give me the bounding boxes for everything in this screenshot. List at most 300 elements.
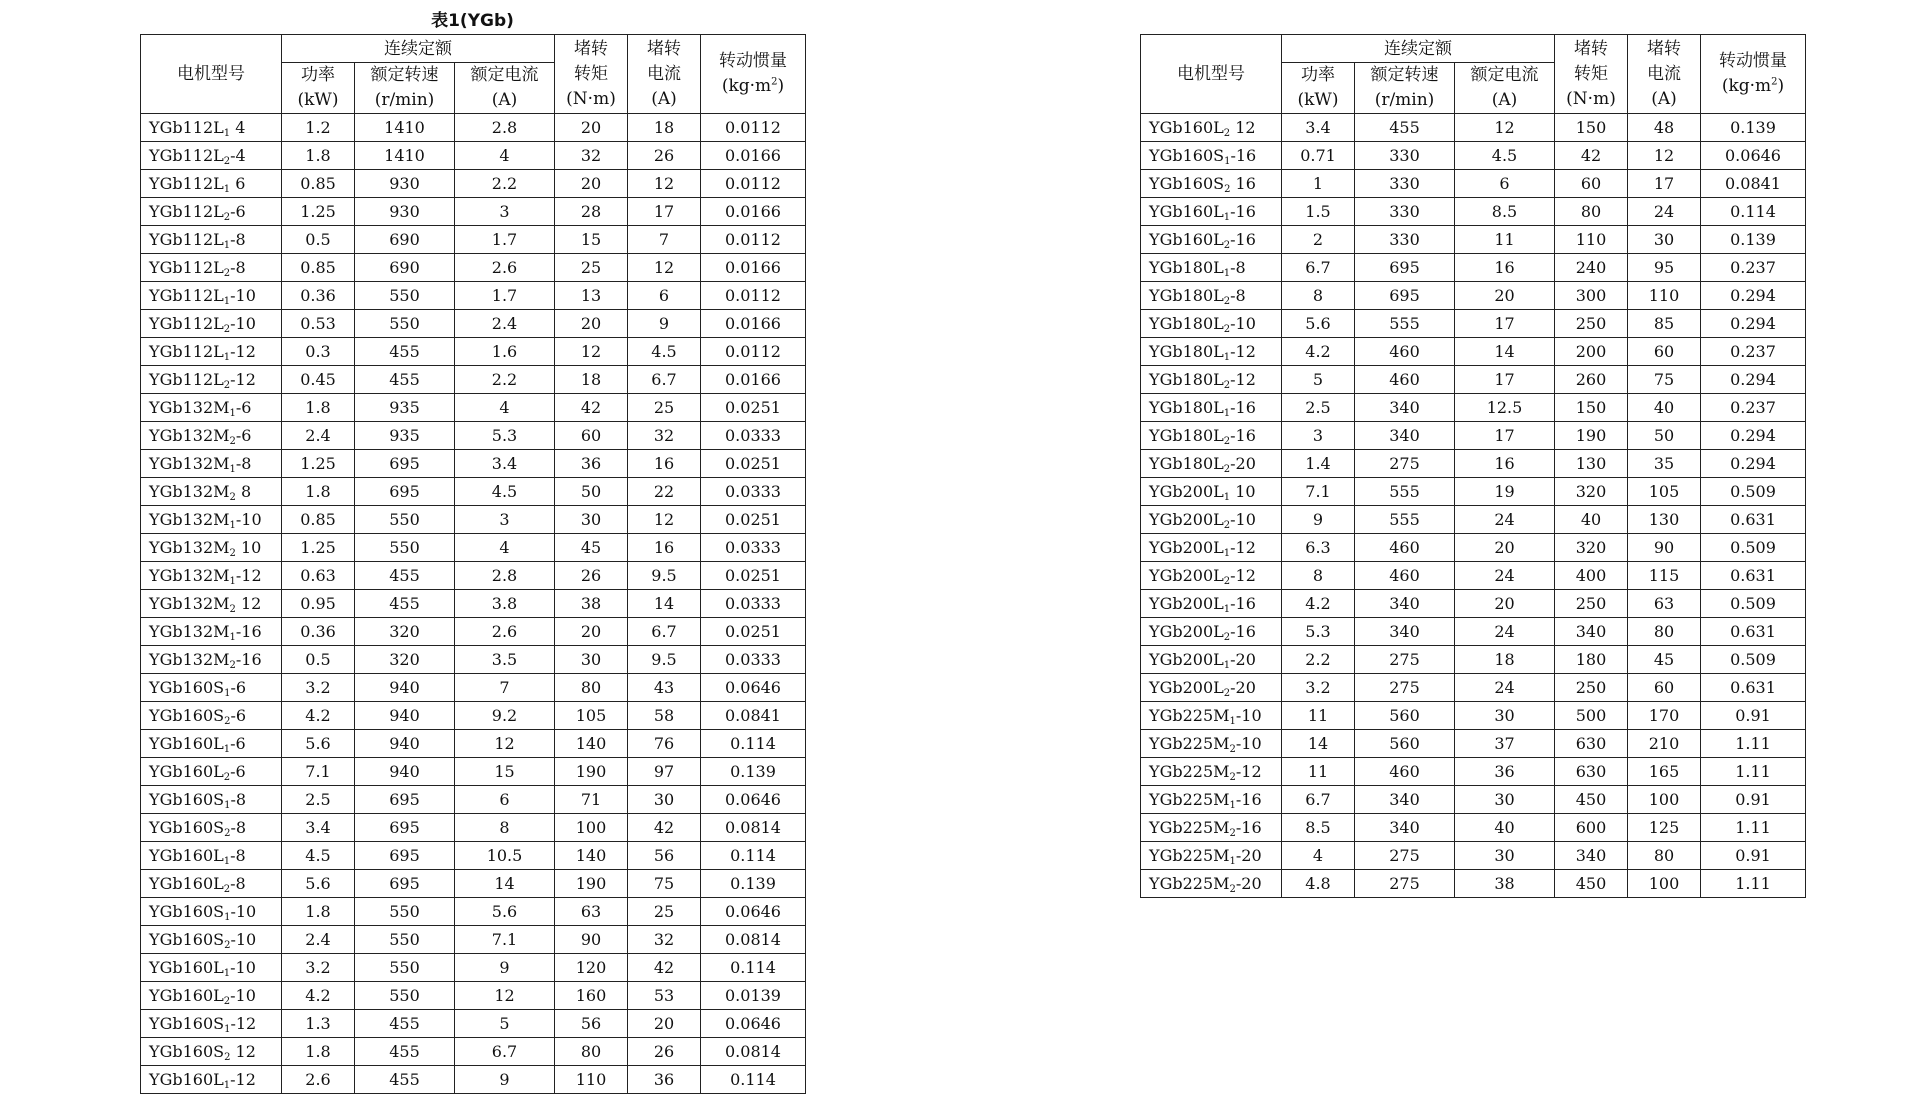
cell-stall-torque: 450: [1555, 870, 1628, 898]
table-row: [141, 1066, 806, 1094]
cell-speed: 275: [1355, 842, 1455, 870]
cell-stall-current: 75: [1628, 366, 1701, 394]
cell-inertia: 0.114: [701, 1066, 806, 1094]
cell-speed: 555: [1355, 478, 1455, 506]
cell-stall-current: 60: [1628, 338, 1701, 366]
cell-current: 20: [1455, 534, 1555, 562]
header-power-label: 功率: [1301, 65, 1335, 85]
cell-stall-torque: 36: [555, 450, 628, 478]
cell-stall-torque: 105: [555, 702, 628, 730]
cell-stall-torque: 450: [1555, 786, 1628, 814]
cell-stall-current: 45: [1628, 646, 1701, 674]
cell-inertia: 0.0333: [701, 534, 806, 562]
cell-current: 3.8: [455, 590, 555, 618]
cell-stall-torque: 56: [555, 1010, 628, 1038]
cell-power: 1.3: [282, 1010, 355, 1038]
table-row: [141, 702, 806, 730]
cell-stall-current: 22: [628, 478, 701, 506]
cell-stall-torque: 30: [555, 646, 628, 674]
header-current-label: 额定电流: [1470, 65, 1539, 85]
cell-model: $YGb200L_1$ 10: [1141, 478, 1282, 506]
cell-model: $YGb160S_1-16$: [1141, 142, 1282, 170]
cell-stall-torque: 26: [555, 562, 628, 590]
cell-inertia: 0.294: [1701, 366, 1806, 394]
table-row: [141, 170, 806, 198]
cell-power: 4.2: [282, 702, 355, 730]
cell-speed: 930: [355, 170, 455, 198]
cell-stall-torque: 630: [1555, 758, 1628, 786]
table-row: [141, 758, 806, 786]
cell-power: 3.4: [282, 814, 355, 842]
table-row: [141, 450, 806, 478]
cell-stall-current: 7: [628, 226, 701, 254]
cell-stall-torque: 20: [555, 618, 628, 646]
cell-stall-torque: 50: [555, 478, 628, 506]
cell-stall-torque: 20: [555, 114, 628, 142]
cell-model: $YGb112L_2-8$: [141, 254, 282, 282]
cell-speed: 695: [355, 814, 455, 842]
cell-stall-current: 50: [1628, 422, 1701, 450]
cell-model: $YGb160L_2-6$: [141, 758, 282, 786]
cell-speed: 940: [355, 730, 455, 758]
header-current-unit: (A): [1491, 90, 1518, 110]
cell-stall-torque: 38: [555, 590, 628, 618]
table-row: [141, 954, 806, 982]
cell-inertia: 0.91: [1701, 842, 1806, 870]
cell-speed: 690: [355, 254, 455, 282]
cell-current: 12: [455, 730, 555, 758]
cell-inertia: 0.0112: [701, 282, 806, 310]
cell-model: $YGb160S_2$ 12: [141, 1038, 282, 1066]
cell-power: 1.8: [282, 478, 355, 506]
cell-speed: 935: [355, 394, 455, 422]
cell-current: 2.6: [455, 254, 555, 282]
cell-power: 9: [1282, 506, 1355, 534]
cell-power: 6.3: [1282, 534, 1355, 562]
cell-power: 2.6: [282, 1066, 355, 1094]
cell-stall-current: 80: [1628, 842, 1701, 870]
cell-model: $YGb200L_1-16$: [1141, 590, 1282, 618]
cell-power: 8: [1282, 282, 1355, 310]
cell-power: 1.5: [1282, 198, 1355, 226]
cell-stall-torque: 340: [1555, 842, 1628, 870]
table-row: [1141, 254, 1806, 282]
cell-current: 30: [1455, 842, 1555, 870]
cell-stall-torque: 260: [1555, 366, 1628, 394]
cell-model: $YGb132M_2-6$: [141, 422, 282, 450]
table-title: 表1(YGb): [431, 11, 514, 31]
cell-inertia: 0.509: [1701, 534, 1806, 562]
cell-current: 36: [1455, 758, 1555, 786]
cell-stall-current: 130: [1628, 506, 1701, 534]
cell-stall-torque: 600: [1555, 814, 1628, 842]
cell-speed: 550: [355, 310, 455, 338]
cell-stall-current: 56: [628, 842, 701, 870]
cell-power: 3.4: [1282, 114, 1355, 142]
cell-model: $YGb160L_1-8$: [141, 842, 282, 870]
header-stall-torque-line1: 堵转: [574, 38, 608, 59]
cell-power: 4.2: [282, 982, 355, 1010]
cell-speed: 550: [355, 534, 455, 562]
cell-stall-current: 115: [1628, 562, 1701, 590]
header-rated-group: 连续定额: [282, 35, 555, 63]
cell-model: $YGb112L_1-8$: [141, 226, 282, 254]
cell-power: 2.5: [282, 786, 355, 814]
cell-speed: 550: [355, 506, 455, 534]
table-row: [1141, 450, 1806, 478]
cell-inertia: 0.0166: [701, 310, 806, 338]
cell-speed: 460: [1355, 562, 1455, 590]
cell-speed: 330: [1355, 198, 1455, 226]
cell-current: 15: [455, 758, 555, 786]
header-stall-torque-line1: 堵转: [1574, 38, 1608, 59]
cell-stall-torque: 120: [555, 954, 628, 982]
table-row: [141, 114, 806, 142]
cell-model: $YGb132M_1-12$: [141, 562, 282, 590]
cell-speed: 455: [355, 562, 455, 590]
header-stall-current-line1: 堵转: [1647, 38, 1681, 59]
cell-current: 19: [1455, 478, 1555, 506]
cell-stall-torque: 25: [555, 254, 628, 282]
cell-stall-current: 105: [1628, 478, 1701, 506]
cell-current: 30: [1455, 702, 1555, 730]
cell-current: 17: [1455, 310, 1555, 338]
cell-inertia: 0.294: [1701, 282, 1806, 310]
cell-current: 14: [455, 870, 555, 898]
cell-inertia: 0.0166: [701, 198, 806, 226]
header-inertia-label: 转动惯量: [719, 51, 787, 71]
cell-current: 37: [1455, 730, 1555, 758]
cell-speed: 695: [1355, 282, 1455, 310]
cell-inertia: 0.0333: [701, 478, 806, 506]
cell-speed: 330: [1355, 170, 1455, 198]
table-row: [141, 226, 806, 254]
table-row: [1141, 310, 1806, 338]
cell-model: $YGb160L_1-6$: [141, 730, 282, 758]
cell-stall-torque: 30: [555, 506, 628, 534]
cell-power: 4: [1282, 842, 1355, 870]
cell-model: $YGb160S_1-8$: [141, 786, 282, 814]
cell-inertia: 0.0112: [701, 114, 806, 142]
cell-inertia: 0.0166: [701, 366, 806, 394]
header-stall-torque-line2: 转矩: [574, 63, 608, 84]
cell-stall-current: 36: [628, 1066, 701, 1094]
cell-stall-torque: 18: [555, 366, 628, 394]
cell-model: $YGb160S_2-8$: [141, 814, 282, 842]
cell-stall-current: 100: [1628, 870, 1701, 898]
cell-power: 1.8: [282, 394, 355, 422]
cell-stall-torque: 180: [1555, 646, 1628, 674]
table-row: [1141, 198, 1806, 226]
cell-speed: 340: [1355, 590, 1455, 618]
table-row: [1141, 786, 1806, 814]
cell-inertia: 0.509: [1701, 646, 1806, 674]
cell-inertia: 0.0814: [701, 926, 806, 954]
table-row: [141, 506, 806, 534]
table-row: [1141, 142, 1806, 170]
cell-current: 6: [1455, 170, 1555, 198]
cell-power: 7.1: [1282, 478, 1355, 506]
cell-stall-torque: 200: [1555, 338, 1628, 366]
cell-current: 9.2: [455, 702, 555, 730]
cell-current: 6: [455, 786, 555, 814]
cell-model: $YGb180L_1-12$: [1141, 338, 1282, 366]
cell-power: 0.5: [282, 646, 355, 674]
cell-stall-current: 42: [628, 814, 701, 842]
cell-inertia: 0.139: [701, 870, 806, 898]
cell-stall-torque: 15: [555, 226, 628, 254]
cell-inertia: 0.0841: [1701, 170, 1806, 198]
table-row: [1141, 590, 1806, 618]
cell-stall-current: 12: [628, 506, 701, 534]
cell-model: $YGb200L_2-16$: [1141, 618, 1282, 646]
cell-power: 1.8: [282, 1038, 355, 1066]
cell-stall-torque: 80: [555, 674, 628, 702]
header-inertia: [701, 35, 806, 114]
table-row: [1141, 422, 1806, 450]
cell-current: 2.8: [455, 114, 555, 142]
header-stall-torque-unit: (N·m): [566, 88, 616, 109]
table-row: [1141, 114, 1806, 142]
cell-stall-current: 85: [1628, 310, 1701, 338]
cell-stall-torque: 60: [555, 422, 628, 450]
cell-speed: 940: [355, 674, 455, 702]
cell-power: 0.36: [282, 282, 355, 310]
cell-power: 0.36: [282, 618, 355, 646]
cell-power: 3.2: [1282, 674, 1355, 702]
cell-power: 0.45: [282, 366, 355, 394]
table-row: [141, 590, 806, 618]
cell-model: $YGb160L_1-10$: [141, 954, 282, 982]
cell-speed: 460: [1355, 338, 1455, 366]
cell-inertia: 0.139: [1701, 226, 1806, 254]
cell-inertia: 0.114: [701, 730, 806, 758]
table-row: [141, 898, 806, 926]
cell-speed: 555: [1355, 310, 1455, 338]
cell-speed: 460: [1355, 758, 1455, 786]
header-stall-current-unit: (A): [1651, 88, 1677, 109]
cell-power: 1: [1282, 170, 1355, 198]
cell-model: $YGb132M_2$ 10: [141, 534, 282, 562]
cell-power: 1.8: [282, 142, 355, 170]
table-body: [1141, 114, 1806, 898]
cell-current: 2.6: [455, 618, 555, 646]
cell-power: 2: [1282, 226, 1355, 254]
cell-power: 11: [1282, 758, 1355, 786]
cell-inertia: 0.237: [1701, 394, 1806, 422]
cell-current: 4: [455, 534, 555, 562]
cell-model: $YGb160S_1-10$: [141, 898, 282, 926]
cell-stall-current: 12: [628, 254, 701, 282]
cell-current: 8: [455, 814, 555, 842]
cell-model: $YGb132M_2$ 8: [141, 478, 282, 506]
header-stall-torque-line2: 转矩: [1574, 63, 1608, 84]
header-stall-torque: [1555, 35, 1628, 114]
cell-inertia: 0.0646: [701, 1010, 806, 1038]
cell-speed: 320: [355, 618, 455, 646]
cell-stall-current: 30: [1628, 226, 1701, 254]
cell-model: $YGb200L_1-20$: [1141, 646, 1282, 674]
cell-current: 30: [1455, 786, 1555, 814]
cell-inertia: 1.11: [1701, 730, 1806, 758]
cell-speed: 330: [1355, 142, 1455, 170]
cell-power: 3.2: [282, 674, 355, 702]
cell-stall-torque: 80: [1555, 198, 1628, 226]
cell-speed: 455: [355, 366, 455, 394]
table-row: [141, 198, 806, 226]
header-speed-label: 额定转速: [1370, 65, 1439, 85]
cell-stall-current: 58: [628, 702, 701, 730]
table-row: [141, 730, 806, 758]
cell-stall-current: 48: [1628, 114, 1701, 142]
cell-stall-current: 6.7: [628, 618, 701, 646]
cell-model: $YGb200L_2-20$: [1141, 674, 1282, 702]
cell-current: 9: [455, 954, 555, 982]
cell-speed: 940: [355, 758, 455, 786]
cell-model: $YGb180L_1-16$: [1141, 394, 1282, 422]
header-stall-current: [1628, 35, 1701, 114]
cell-stall-current: 6.7: [628, 366, 701, 394]
cell-current: 2.2: [455, 366, 555, 394]
cell-model: $YGb160S_2-6$: [141, 702, 282, 730]
table-row: [141, 142, 806, 170]
cell-speed: 695: [1355, 254, 1455, 282]
cell-inertia: 0.0333: [701, 422, 806, 450]
table-row: [141, 394, 806, 422]
cell-inertia: 0.0251: [701, 394, 806, 422]
cell-model: $YGb160S_1-6$: [141, 674, 282, 702]
cell-stall-torque: 250: [1555, 674, 1628, 702]
cell-stall-torque: 45: [555, 534, 628, 562]
cell-stall-current: 97: [628, 758, 701, 786]
cell-stall-torque: 13: [555, 282, 628, 310]
cell-stall-current: 25: [628, 394, 701, 422]
cell-inertia: 0.0166: [701, 142, 806, 170]
cell-stall-current: 90: [1628, 534, 1701, 562]
cell-stall-torque: 320: [1555, 478, 1628, 506]
cell-speed: 455: [355, 1066, 455, 1094]
table-row: [1141, 478, 1806, 506]
cell-speed: 275: [1355, 674, 1455, 702]
cell-inertia: 0.631: [1701, 618, 1806, 646]
table-row: [141, 870, 806, 898]
table-header: [1141, 35, 1806, 114]
cell-power: 5: [1282, 366, 1355, 394]
cell-speed: 460: [1355, 366, 1455, 394]
header-stall-torque-unit: (N·m): [1566, 88, 1616, 109]
cell-current: 12: [1455, 114, 1555, 142]
cell-inertia: 0.114: [701, 954, 806, 982]
motor-table-right: [1140, 34, 1806, 898]
cell-power: 4.5: [282, 842, 355, 870]
cell-power: 3.2: [282, 954, 355, 982]
cell-speed: 695: [355, 842, 455, 870]
cell-speed: 460: [1355, 534, 1455, 562]
cell-inertia: 0.509: [1701, 590, 1806, 618]
cell-stall-current: 32: [628, 422, 701, 450]
header-inertia-label: 转动惯量: [1719, 51, 1787, 71]
header-inertia-unit: $(kg\cdot m^2)$: [721, 76, 785, 96]
cell-power: 0.85: [282, 254, 355, 282]
header-stall-current-line2: 电流: [1647, 63, 1681, 84]
cell-power: 1.25: [282, 198, 355, 226]
cell-stall-current: 26: [628, 1038, 701, 1066]
cell-speed: 320: [355, 646, 455, 674]
cell-inertia: 0.0333: [701, 646, 806, 674]
cell-power: 14: [1282, 730, 1355, 758]
cell-inertia: 0.0646: [701, 898, 806, 926]
cell-stall-current: 6: [628, 282, 701, 310]
cell-speed: 340: [1355, 814, 1455, 842]
cell-inertia: 0.509: [1701, 478, 1806, 506]
cell-speed: 550: [355, 898, 455, 926]
cell-speed: 275: [1355, 870, 1455, 898]
cell-inertia: 0.91: [1701, 786, 1806, 814]
cell-stall-torque: 110: [1555, 226, 1628, 254]
cell-inertia: 0.0112: [701, 226, 806, 254]
cell-speed: 455: [355, 338, 455, 366]
cell-inertia: 0.0166: [701, 254, 806, 282]
cell-speed: 340: [1355, 618, 1455, 646]
cell-stall-current: 165: [1628, 758, 1701, 786]
cell-speed: 455: [355, 590, 455, 618]
cell-power: 4.8: [1282, 870, 1355, 898]
cell-stall-current: 12: [1628, 142, 1701, 170]
header-inertia: [1701, 35, 1806, 114]
cell-inertia: 0.631: [1701, 562, 1806, 590]
cell-current: 24: [1455, 674, 1555, 702]
table-row: [141, 814, 806, 842]
table-row: [141, 366, 806, 394]
cell-inertia: 0.0814: [701, 1038, 806, 1066]
cell-inertia: 0.237: [1701, 338, 1806, 366]
cell-power: 5.6: [282, 870, 355, 898]
cell-inertia: 0.0251: [701, 562, 806, 590]
cell-power: 7.1: [282, 758, 355, 786]
table-row: [1141, 730, 1806, 758]
cell-power: 4.2: [1282, 590, 1355, 618]
cell-stall-torque: 320: [1555, 534, 1628, 562]
cell-model: $YGb132M_2-16$: [141, 646, 282, 674]
cell-model: $YGb132M_1-8$: [141, 450, 282, 478]
cell-current: 11: [1455, 226, 1555, 254]
cell-model: $YGb200L_1-12$: [1141, 534, 1282, 562]
cell-model: $YGb112L_1$ 6: [141, 170, 282, 198]
cell-stall-current: 9.5: [628, 562, 701, 590]
cell-stall-current: 75: [628, 870, 701, 898]
cell-speed: 690: [355, 226, 455, 254]
cell-current: 1.7: [455, 282, 555, 310]
cell-current: 4.5: [455, 478, 555, 506]
cell-stall-torque: 42: [555, 394, 628, 422]
cell-stall-current: 80: [1628, 618, 1701, 646]
cell-speed: 940: [355, 702, 455, 730]
cell-stall-torque: 110: [555, 1066, 628, 1094]
table-row: [1141, 674, 1806, 702]
cell-current: 24: [1455, 618, 1555, 646]
cell-inertia: 0.114: [701, 842, 806, 870]
cell-current: 10.5: [455, 842, 555, 870]
cell-current: 9: [455, 1066, 555, 1094]
cell-speed: 550: [355, 982, 455, 1010]
header-speed-unit: (r/min): [1374, 90, 1435, 110]
cell-power: 2.4: [282, 422, 355, 450]
cell-power: 0.53: [282, 310, 355, 338]
cell-stall-torque: 100: [555, 814, 628, 842]
cell-power: 4.2: [1282, 338, 1355, 366]
cell-stall-current: 9.5: [628, 646, 701, 674]
cell-stall-current: 76: [628, 730, 701, 758]
